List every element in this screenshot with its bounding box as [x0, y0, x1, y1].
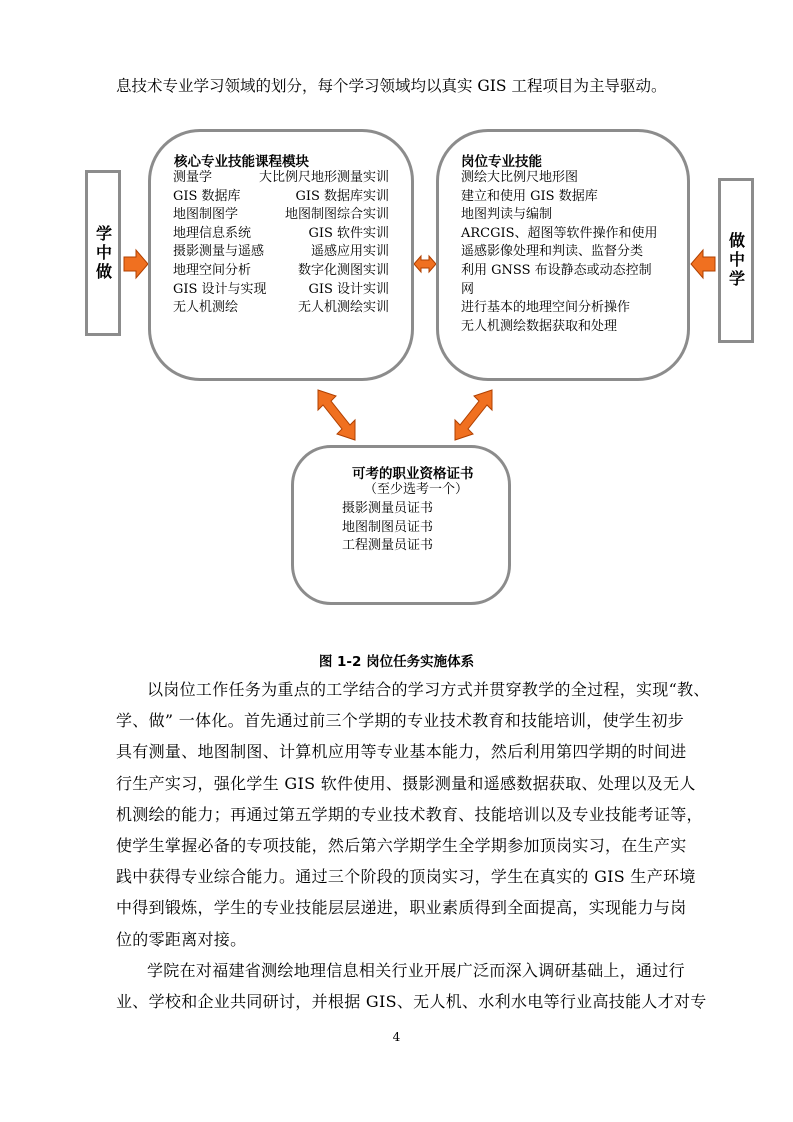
learning-by-doing-box: [85, 170, 121, 336]
right-diagonal-arrow: [455, 390, 492, 440]
post-skill-item: 无人机测绘数据获取和处理: [461, 318, 618, 334]
core-training: GIS 软件实训: [308, 225, 389, 241]
right-arrow: [691, 250, 715, 278]
core-course: 摄影测量与遥感: [173, 244, 265, 260]
core-training: 无人机测绘实训: [297, 300, 389, 316]
left-arrow: [124, 250, 148, 278]
figure-caption: 图 1-2 岗位任务实施体系: [318, 654, 475, 670]
paragraph-line: 业、学校和企业共同研讨，并根据 GIS、无人机、水利水电等行业高技能人才对专: [116, 992, 707, 1012]
core-module-title: 核心专业技能课程模块: [174, 154, 309, 170]
learning-by-doing-label: 学中做: [93, 224, 113, 282]
paragraph-line: 学院在对福建省测绘地理信息相关行业开展广泛而深入调研基础上，通过行: [147, 961, 685, 980]
paragraph-line: 机测绘的能力；再通过第五学期的专业技术教育、技能培训以及专业技能考证等，: [116, 804, 703, 824]
doing-by-learning-box: [718, 178, 754, 343]
post-skill-item: 建立和使用 GIS 数据库: [461, 188, 598, 204]
certificate-item: 工程测量员证书: [342, 538, 434, 554]
core-course: 地理信息系统: [173, 225, 252, 241]
core-training: 地图制图综合实训: [284, 207, 389, 223]
paragraph-line: 具有测量、地图制图、计算机应用等专业基本能力，然后利用第四学期的时间进: [116, 742, 687, 762]
post-skill-item: 遥感影像处理和判读、监督分类: [461, 244, 644, 260]
core-course: 测量学: [173, 170, 213, 185]
certificate-item: 地图制图员证书: [342, 519, 434, 535]
post-skills-title: 岗位专业技能: [461, 154, 542, 170]
paragraph-line: 位的零距离对接。: [116, 929, 247, 949]
paragraph-line: 使学生掌握必备的专项技能，然后第六学期学生全学期参加顶岗实习，在生产实: [116, 836, 687, 855]
core-training: 遥感应用实训: [310, 244, 389, 260]
core-training: 大比例尺地形测量实训: [258, 170, 389, 185]
core-course: 无人机测绘: [173, 300, 239, 316]
post-skills-box: [436, 129, 690, 381]
core-course: 地理空间分析: [173, 263, 252, 278]
paragraph-line: 中得到锻炼，学生的专业技能层层递进，职业素质得到全面提高，实现能力与岗: [116, 898, 687, 918]
certificates-box: [291, 445, 511, 605]
certificates-title: 可考的职业资格证书: [352, 466, 474, 482]
core-course: GIS 设计与实现: [173, 281, 267, 297]
page-number: 4: [392, 1030, 401, 1044]
core-training: GIS 设计实训: [308, 281, 389, 297]
post-skill-item: ARCGIS、超图等软件操作和使用: [461, 225, 658, 241]
middle-double-arrow: [414, 256, 436, 272]
post-skill-item: 网: [461, 281, 475, 297]
certificate-item: 摄影测量员证书: [342, 501, 434, 516]
core-training: GIS 数据库实训: [295, 188, 389, 204]
post-skill-item: 进行基本的地理空间分析操作: [461, 300, 631, 316]
core-course: 地图制图学: [173, 207, 239, 223]
post-skill-item: 地图判读与编制: [461, 207, 553, 223]
paragraph-line: 践中获得专业综合能力。通过三个阶段的顶岗实习，学生在真实的 GIS 生产环境: [116, 867, 696, 887]
certificates-subtitle: （至少选考一个）: [364, 482, 469, 497]
paragraph-line: 以岗位工作任务为重点的工学结合的学习方式并贯穿教学的全过程，实现“教、: [147, 680, 710, 699]
core-module-box: [148, 129, 414, 381]
paragraph-line: 行生产实习，强化学生 GIS 软件使用、摄影测量和遥感数据获取、处理以及无人: [116, 773, 696, 793]
core-training: 数字化测图实训: [297, 263, 389, 278]
core-course: GIS 数据库: [173, 188, 241, 204]
doing-by-learning-label: 做中学: [726, 232, 746, 289]
post-skill-item: 测绘大比例尺地形图: [461, 170, 579, 185]
left-diagonal-arrow: [318, 390, 355, 440]
intro-line: 息技术专业学习领域的划分，每个学习领域均以真实 GIS 工程项目为主导驱动。: [116, 77, 667, 95]
paragraph-line: 学、做” 一体化。首先通过前三个学期的专业技术教育和技能培训，使学生初步: [116, 711, 685, 731]
post-skill-item: 利用 GNSS 布设静态或动态控制: [461, 263, 652, 278]
